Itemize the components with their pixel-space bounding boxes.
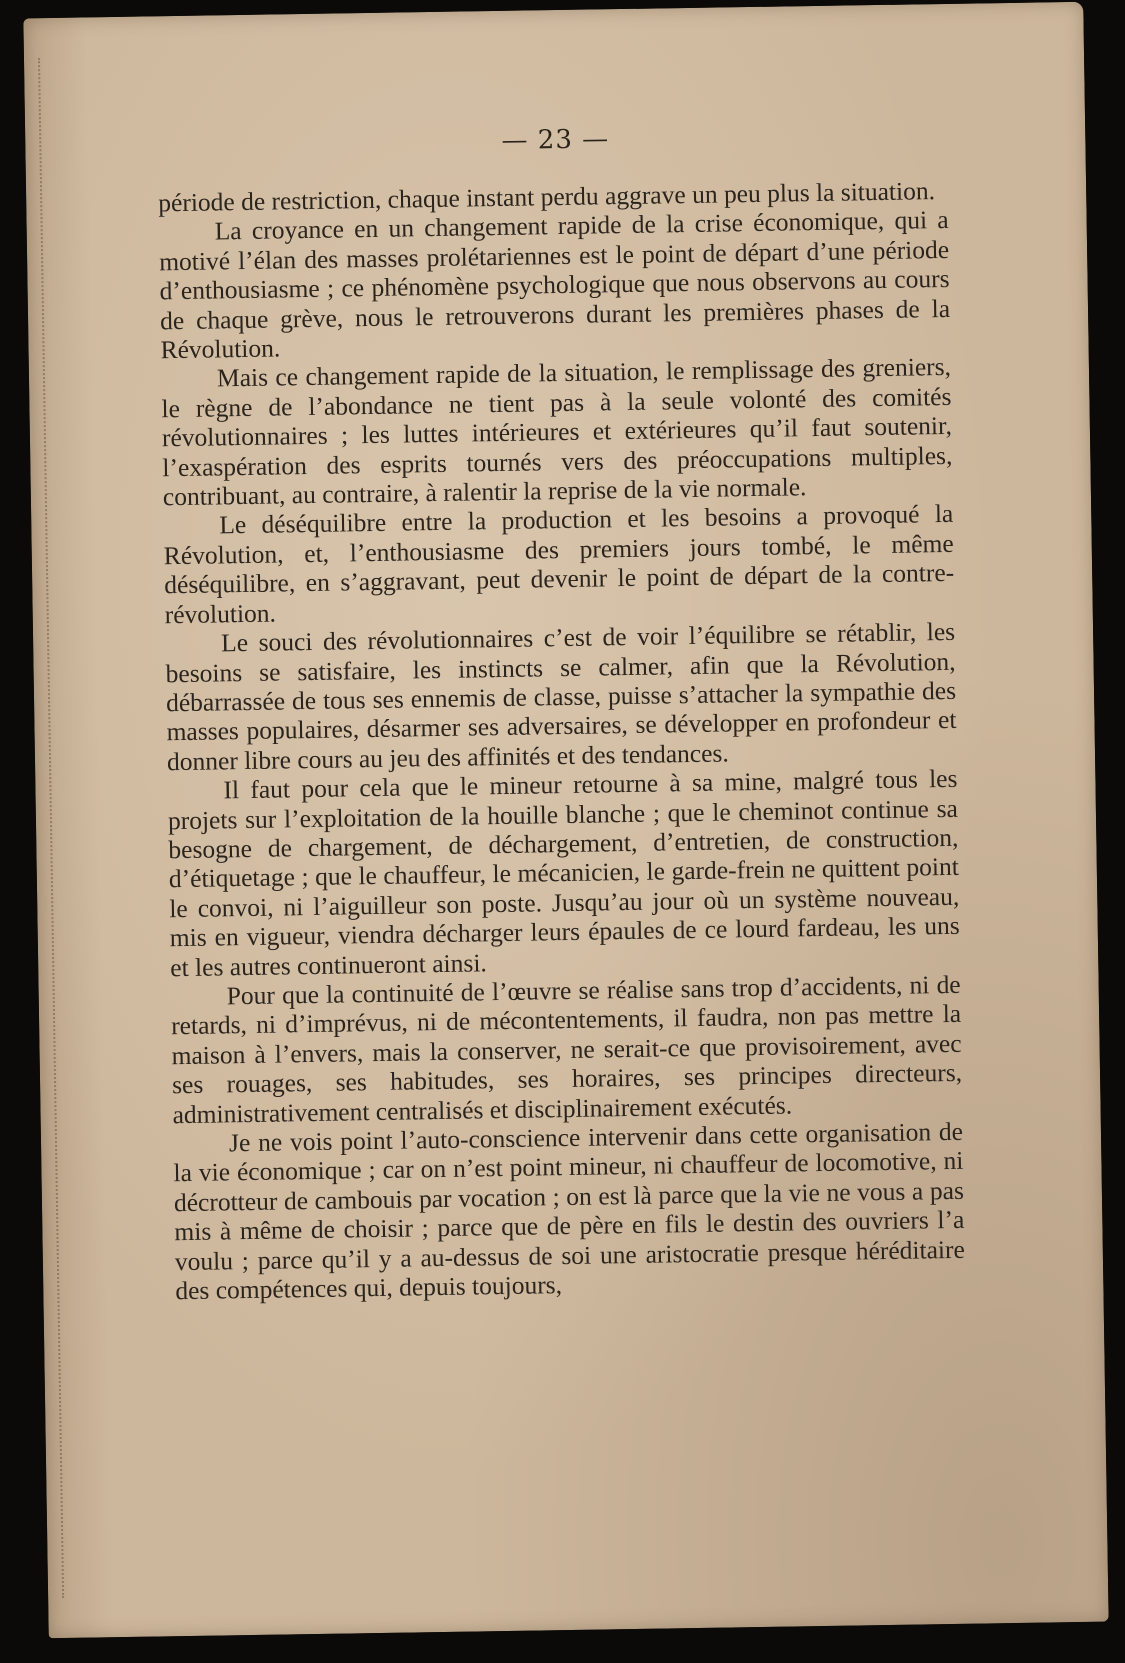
page-number: — 23 — <box>501 124 610 156</box>
binding-stitch <box>38 58 68 1598</box>
book-page <box>23 2 1108 1638</box>
paragraph: période de restriction, chaque instant perdu aggrave un peu plus la situation. <box>158 176 936 218</box>
paragraph: Le déséquilibre entre la production et les besoins a provoqué la Révolution, et, l’enthousiasme des premiers jours tombé, le même déséquilibre, en s’aggravant, peut devenir le point de départ de la contre-révolution. <box>163 499 955 629</box>
paragraph: Mais ce changement rapide de la situation, le remplissage des greniers, le règne de l’abondance ne tient pas à la seule volonté des comités révolutionnaires ; les luttes intérieures et extérieures qu’il faut soutenir, l’exaspération des esprits tournés vers des préoccupations multiples, contribuant, au contraire, à ralentir la reprise de la vie normale. <box>161 352 953 512</box>
paragraph: Il faut pour cela que le mineur retourne à sa mine, malgré tous les projets sur l’exploitation de la houille blanche ; que le cheminot continue sa besogne de chargement, de déchargement, d’entretien, de construction, d’étiquetage ; que le chauffeur, le mécanicien, le garde-frein ne quittent point le convoi, ni l’aiguilleur son poste. Jusqu’au jour où un système nouveau, mis en vigueur, viendra décharger leurs épaules de ce lourd fardeau, les uns et les autres continueront ainsi. <box>167 763 960 982</box>
paragraph: La croyance en un changement rapide de la crise économique, qui a motivé l’élan des masses prolétariennes est le point de départ d’une période d’enthousiasme ; ce phénomène psychologique que nous observons au cours de chaque grève, nous le retrouverons durant les premières phases de la Révolution. <box>158 205 951 365</box>
body-text <box>158 176 965 1306</box>
paragraph: Le souci des révolutionnaires c’est de voir l’équilibre se rétablir, les besoins se satisfaire, les instincts se calmer, afin que la Révolution, débarrassée de tous ses ennemis de classe, puisse s’attacher la sympathie des masses populaires, désarmer ses adversaires, se développer en profondeur et donner libre cours au jeu des affinités et des tendances. <box>165 616 957 776</box>
paragraph: Pour que la continuité de l’œuvre se réalise sans trop d’accidents, ni de retards, ni d’imprévus, ni de mécontentements, il faudra, non pas mettre la maison à l’envers, mais la conserver, ne serait-ce que provisoirement, avec ses rouages, ses habitudes, ses horaires, ses principes directeurs, administrativement centralisés et disciplinairement exécutés. <box>170 969 963 1129</box>
paragraph: Je ne vois point l’auto-conscience intervenir dans cette organisation de la vie économique ; car on n’est point mineur, ni chauffeur de locomotive, ni décrotteur de cambouis par vocation ; on est là parce que la vie ne vous a pas mis à même de choisir ; parce que de père en fils le destin des ouvriers l’a voulu ; parce qu’il y a au-dessus de soi une aristocratie presque héréditaire des compétences qui, depuis toujours, <box>173 1116 966 1306</box>
